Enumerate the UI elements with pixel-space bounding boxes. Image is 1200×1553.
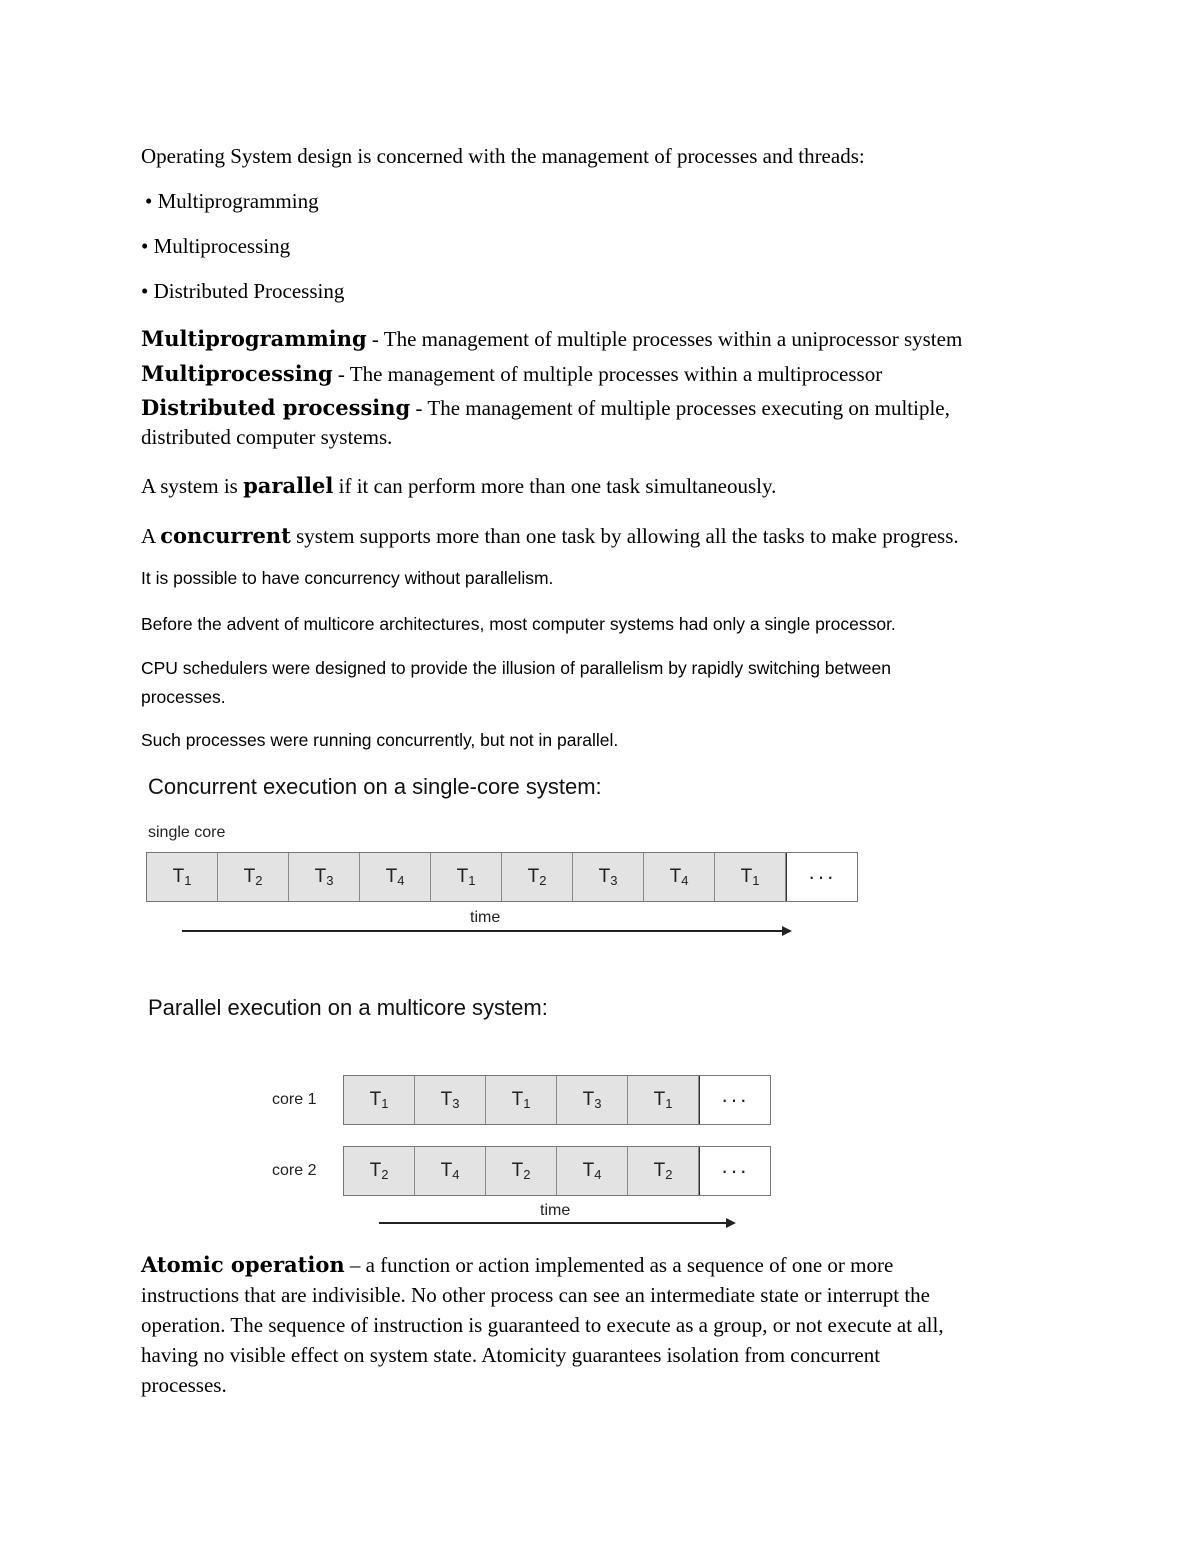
task-cell: T $_2$ — [628, 1147, 699, 1195]
figure2-core2-label: core 2 — [272, 1162, 317, 1179]
note-cpu-schedulers-cont: processes. — [141, 687, 226, 707]
figure1-timeline — [146, 852, 858, 902]
atomic-line-3: operation. The sequence of instruction is guaranteed to execute as a group, or not execute at all, — [141, 1313, 944, 1337]
figure1-time-label: time — [470, 909, 501, 926]
figure2-core2-timeline — [343, 1146, 771, 1196]
term-multiprocessing: Multiprocessing — [141, 361, 333, 386]
task-cell: T $_2$ — [486, 1147, 557, 1195]
bullet-distributed-processing: • Distributed Processing — [141, 279, 345, 303]
task-cell: T $_3$ — [573, 853, 644, 901]
definition-multiprogramming — [141, 324, 962, 354]
sentence-text: if it can perform more than one task simultaneously. — [333, 474, 777, 498]
figure1-core-label: single core — [148, 824, 226, 841]
task-cell: T $_1$ — [147, 853, 218, 901]
term-parallel: parallel — [243, 473, 334, 498]
atomic-line-2: instructions that are indivisible. No other process can see an intermediate state or interrupt the — [141, 1283, 930, 1307]
term-distributed-processing: Distributed processing — [141, 395, 411, 420]
atomic-text: – a function or action implemented as a sequence of one or more — [344, 1253, 894, 1277]
task-cell: T $_1$ — [628, 1076, 699, 1124]
definition-distributed — [141, 393, 950, 423]
parallel-sentence — [141, 471, 776, 501]
figure2-core1-timeline — [343, 1075, 771, 1125]
task-cell: T $_1$ — [486, 1076, 557, 1124]
figure2-core1-label: core 1 — [272, 1091, 317, 1108]
note-multicore: Before the advent of multicore architectures, most computer systems had only a single processor. — [141, 614, 896, 634]
definition-text: - The management of multiple processes within a uniprocessor system — [366, 327, 963, 351]
definition-text: - The management of multiple processes executing on multiple, — [410, 396, 950, 420]
figure1-time-arrow — [182, 930, 790, 932]
figure2-time-label: time — [540, 1202, 571, 1219]
figure2-time-arrow — [379, 1222, 734, 1224]
sentence-text: A system is — [141, 474, 244, 498]
term-concurrent: concurrent — [160, 523, 291, 548]
atomic-line-5: processes. — [141, 1373, 227, 1397]
atomic-line-1 — [141, 1250, 893, 1280]
bullet-multiprocessing: • Multiprocessing — [141, 234, 291, 258]
ellipsis-cell: ··· — [699, 1076, 770, 1124]
task-cell: T $_1$ — [715, 853, 786, 901]
task-cell: T $_2$ — [502, 853, 573, 901]
task-cell: T $_4$ — [557, 1147, 628, 1195]
definition-distributed-cont: distributed computer systems. — [141, 425, 393, 449]
intro-text: Operating System design is concerned with the management of processes and threads: — [141, 144, 865, 168]
definition-text: - The management of multiple processes within a multiprocessor — [332, 362, 883, 386]
sentence-text: A — [141, 524, 161, 548]
atomic-line-4: having no visible effect on system state. Atomicity guarantees isolation from concurrent — [141, 1343, 881, 1367]
bullet-multiprogramming: • Multiprogramming — [145, 189, 319, 213]
task-cell: T $_4$ — [644, 853, 715, 901]
task-cell: T $_1$ — [431, 853, 502, 901]
task-cell: T $_4$ — [360, 853, 431, 901]
concurrent-sentence — [141, 521, 959, 551]
term-atomic-operation: Atomic operation — [141, 1252, 345, 1277]
task-cell: T $_3$ — [557, 1076, 628, 1124]
task-cell: T $_4$ — [415, 1147, 486, 1195]
task-cell: T $_3$ — [289, 853, 360, 901]
ellipsis-cell: ··· — [699, 1147, 770, 1195]
note-concurrency: It is possible to have concurrency without parallelism. — [141, 568, 554, 588]
term-multiprogramming: Multiprogramming — [141, 326, 367, 351]
task-cell: T $_2$ — [344, 1147, 415, 1195]
figure1-title: Concurrent execution on a single-core system: — [148, 774, 602, 799]
figure2-title: Parallel execution on a multicore system: — [148, 995, 548, 1020]
note-running-concurrently: Such processes were running concurrently, but not in parallel. — [141, 730, 619, 750]
definition-multiprocessing — [141, 359, 882, 389]
task-cell: T $_3$ — [415, 1076, 486, 1124]
ellipsis-cell: ··· — [786, 853, 857, 901]
task-cell: T $_1$ — [344, 1076, 415, 1124]
note-cpu-schedulers: CPU schedulers were designed to provide the illusion of parallelism by rapidly switching between — [141, 658, 891, 678]
sentence-text: system supports more than one task by allowing all the tasks to make progress. — [290, 524, 959, 548]
task-cell: T $_2$ — [218, 853, 289, 901]
